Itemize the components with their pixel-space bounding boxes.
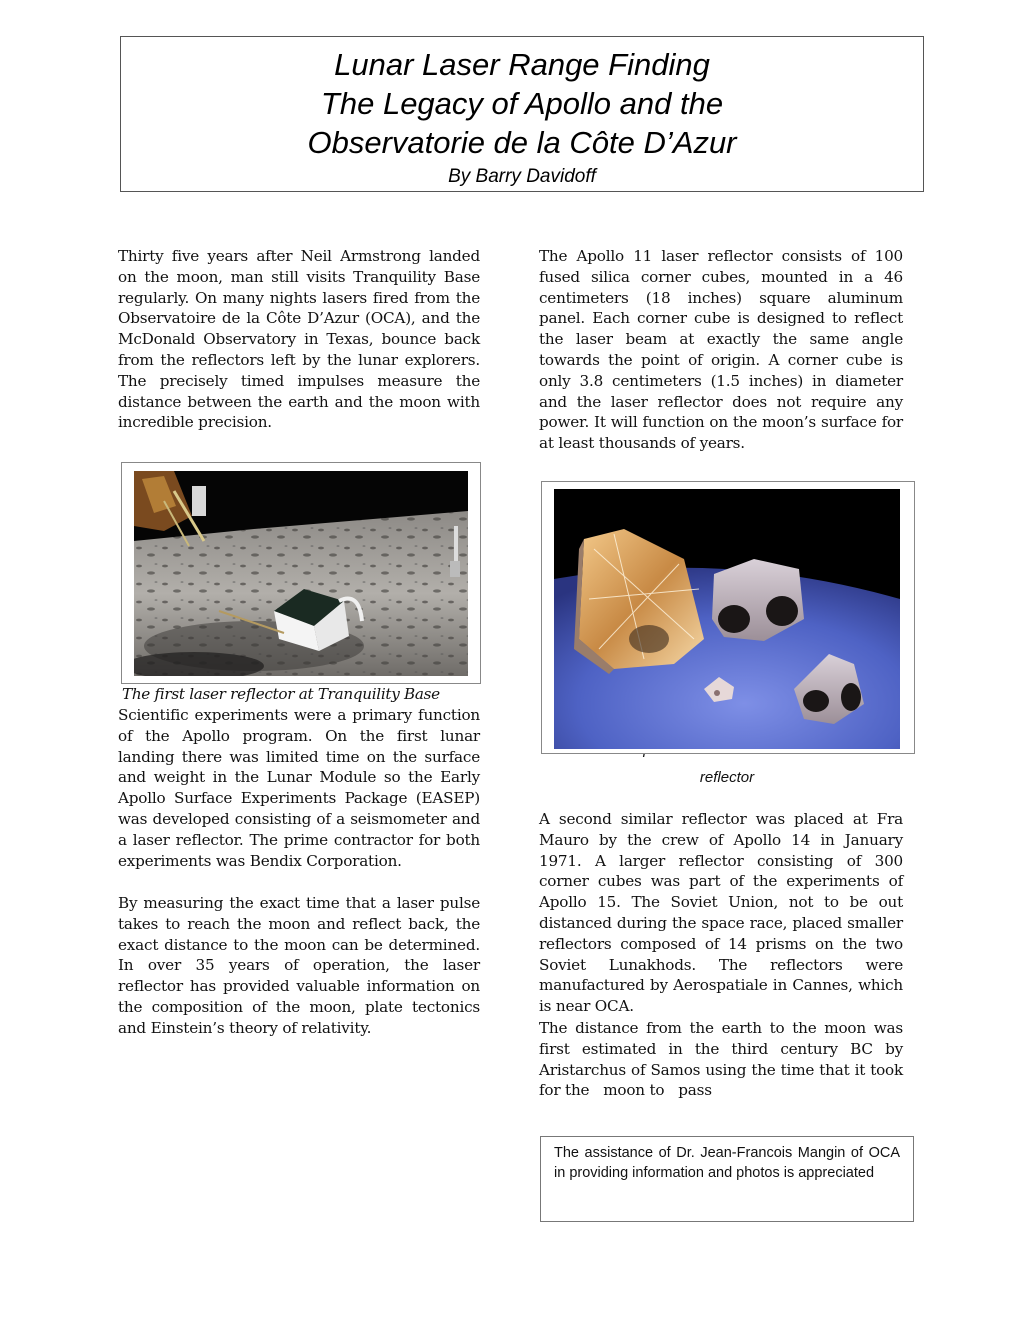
title-box [120, 36, 924, 192]
right-paragraph-3: The distance from the earth to the moon was first estimated in the third century BC by Aristarchus of Samos using the time that it took for the moon to pass [539, 1019, 908, 1100]
left-intro-paragraph: Thirty five years after Neil Armstrong landed on the moon, man still visits Tranquility Base regularly. On many nights lasers fired from the Observatoire de la Côte D’Azur (OCA), and the McDonald Observatory in Texas, bounce back from the reflectors left by the lunar explorers. The precisely timed impulses measure the distance between the earth and the moon with incredible precision. [118, 247, 480, 432]
right-intro-paragraph: The Apollo 11 laser reflector consists of 100 fused silica corner cubes, mounted in a 46 centimeters (18 inches) square aluminum panel. Each corner cube is designed to reflect the laser beam at exactly the same angle towards the point of origin. A corner cube is only 3.8 centimeters (1.5 inches) in diameter and the laser reflector does not require any power. It will function on the moon’s surface for at least thousands of years. [539, 247, 903, 453]
left-paragraph-3: By measuring the exact time that a laser pulse takes to reach the moon and reflect back, the exact distance to the moon can be determined. In over 35 years of operation, the laser reflector has provided valuable information on the composition of the moon, plate tectonics and Einstein’s theory of relativity. [118, 894, 480, 1037]
acknowledgement-box: The assistance of Dr. Jean-Francois Mangin of OCA in providing information and photos is appreciated [540, 1136, 914, 1222]
right-paragraph-2: A second similar reflector was placed at Fra Mauro by the crew of Apollo 14 in January 1971. A larger reflector consisting of 300 corner cubes was part of the experiments of Apollo 15. The Soviet Union, not to be out distanced during the space race, placed smaller reflectors composed of 14 prisms on the two Soviet Lunakhods. The reflectors were manufactured by Aerospatiale in Cannes, which is near OCA. [539, 810, 903, 1016]
title-line-1: Lunar Laser Range Finding [334, 47, 710, 82]
title-line-3: Observatorie de la Côte D’Azur [307, 125, 737, 160]
corner-cubes-photo [554, 489, 900, 749]
lunar-reflector-photo [134, 471, 468, 676]
corner-cubes-figure [541, 481, 915, 754]
lunar-reflector-figure [121, 462, 481, 684]
title-line-2: The Legacy of Apollo and the [320, 86, 724, 121]
author-byline: By Barry Davidoff [448, 166, 596, 187]
lunar-reflector-caption: The first laser reflector at Tranquility Base [122, 685, 440, 703]
corner-cubes-caption-line-2: reflector [699, 769, 755, 786]
left-paragraph-2: Scientific experiments were a primary function of the Apollo program. On the first lunar landing there was limited time on the surface and weight in the Lunar Module so the Early Apollo Surface Experiments Package (EASEP) was developed consisting of a seismometer and a laser reflector. The prime contractor for both experiments was Bendix Corporation. [118, 706, 480, 870]
